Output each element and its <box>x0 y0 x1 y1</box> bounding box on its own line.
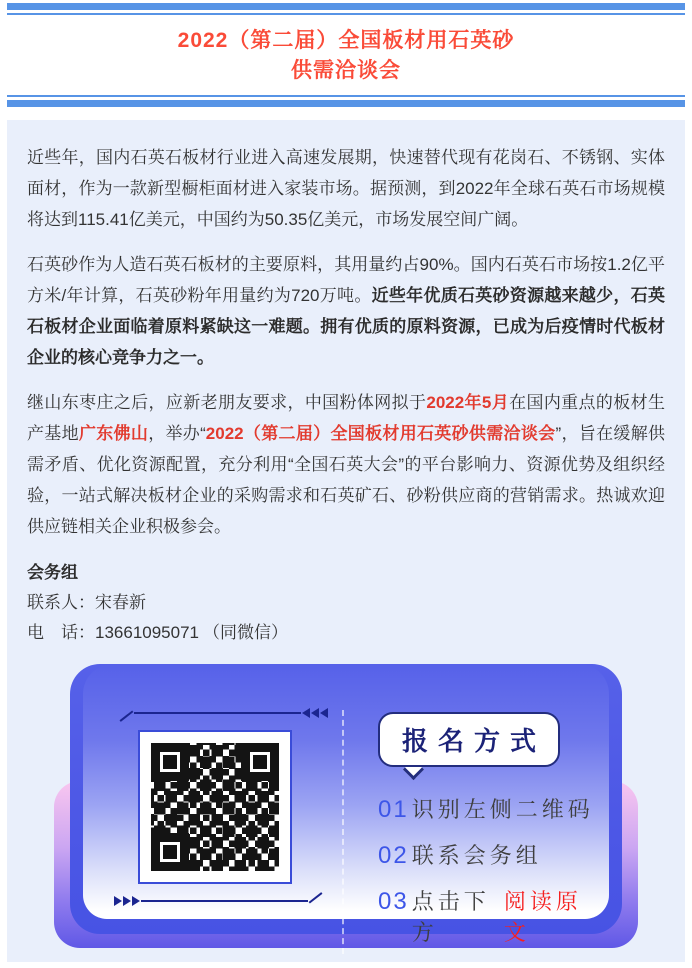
contact-person-label: 联系人： <box>27 593 95 612</box>
step-number: 01 <box>378 796 409 823</box>
text-segment-red: 2022年5月 <box>426 393 510 412</box>
top-rule-thick <box>7 3 685 10</box>
step-item-3 <box>378 885 596 947</box>
qr-top-decor-line <box>114 706 328 720</box>
contact-phone-note: （同微信） <box>203 623 289 642</box>
text-segment: 在国内重点的板材生产基地 <box>27 393 666 443</box>
article-panel <box>7 120 685 962</box>
qr-section <box>114 706 328 962</box>
text-segment: 近些年，国内石英石板材行业进入高速发展期，快速替代现有花岗石、不锈钢、实体面材，作为一款新型橱柜面材进入家装市场。据预测，到2022年全球石英石市场规模将达到115.41亿美元，中国约为50.35亿美元，市场发展空间广阔。 <box>27 148 665 229</box>
paragraph-3 <box>27 387 665 542</box>
contact-phone-label: 电 话： <box>27 623 95 642</box>
step-text: 识别左侧二维码 <box>411 797 594 822</box>
qr-finder <box>151 833 189 871</box>
text-segment: ”，旨在缓解供需矛盾、优化资源配置，充分利用“全国石英大会”的平台影响力、资源优势及组织经验，一站式解决板材企业的采购需求和石英矿石、砂粉供应商的营销需求。热诚欢迎供应链相关企业积极参会。 <box>27 424 666 536</box>
text-segment: ，举办“ <box>148 424 206 443</box>
step-item-2 <box>378 839 596 870</box>
paragraph-2 <box>27 249 665 373</box>
card-frame <box>70 664 622 945</box>
signup-steps-section <box>344 706 596 962</box>
triple-arrow-left-icon <box>301 708 328 718</box>
text-segment-red: 广东佛山 <box>78 424 149 443</box>
page-title <box>0 15 692 95</box>
contact-person-name: 宋春新 <box>95 593 146 612</box>
bottom-rule-thick <box>7 100 685 107</box>
qr-finder <box>241 743 279 781</box>
step-highlight: 阅读原文 <box>503 889 582 945</box>
page-title-line2: 供需洽谈会 <box>291 59 401 82</box>
contact-block <box>27 558 665 648</box>
step-text: 点击下方 <box>411 889 490 945</box>
steps-list <box>378 793 596 947</box>
text-segment: 继山东枣庄之后，应新老朋友要求，中国粉体网拟于 <box>27 393 427 412</box>
signup-bubble-title: 报名方式 <box>378 712 560 767</box>
step-text: 联系会务组 <box>411 843 542 868</box>
text-segment-bold: 近些年优质石英砂资源越来越少，石英石板材企业面临着原料紧缺这一难题。拥有优质的原料资源，已成为后疫情时代板材企业的核心竞争力之一。 <box>27 286 665 367</box>
horizontal-line <box>134 712 301 714</box>
qr-finder <box>151 743 189 781</box>
step-number: 02 <box>378 842 409 869</box>
contact-heading: 会务组 <box>27 563 78 582</box>
qr-bottom-decor-line <box>114 894 328 908</box>
paragraph-1 <box>27 142 665 235</box>
horizontal-line <box>141 900 308 902</box>
text-segment-red: 2022（第二届）全国板材用石英砂供需洽谈会 <box>205 424 556 443</box>
diagonal-line <box>309 892 323 903</box>
contact-phone-row <box>27 618 665 648</box>
triple-arrow-right-icon <box>114 896 141 906</box>
text-segment: 石英砂作为人造石英石板材的主要原料，其用量约占90%。国内石英石市场按1.2亿平方米/年计算，石英砂粉年用量约为720万吨。 <box>27 255 665 305</box>
step-item-1 <box>378 793 596 824</box>
signup-bubble <box>378 712 560 767</box>
diagonal-line <box>120 710 134 721</box>
step-number: 03 <box>378 888 409 915</box>
signup-card <box>70 664 622 945</box>
contact-person-row <box>27 588 665 618</box>
page-title-line1: 2022（第二届）全国板材用石英砂 <box>177 29 515 52</box>
contact-phone-number: 13661095071 <box>95 623 200 642</box>
qr-code <box>138 730 292 884</box>
